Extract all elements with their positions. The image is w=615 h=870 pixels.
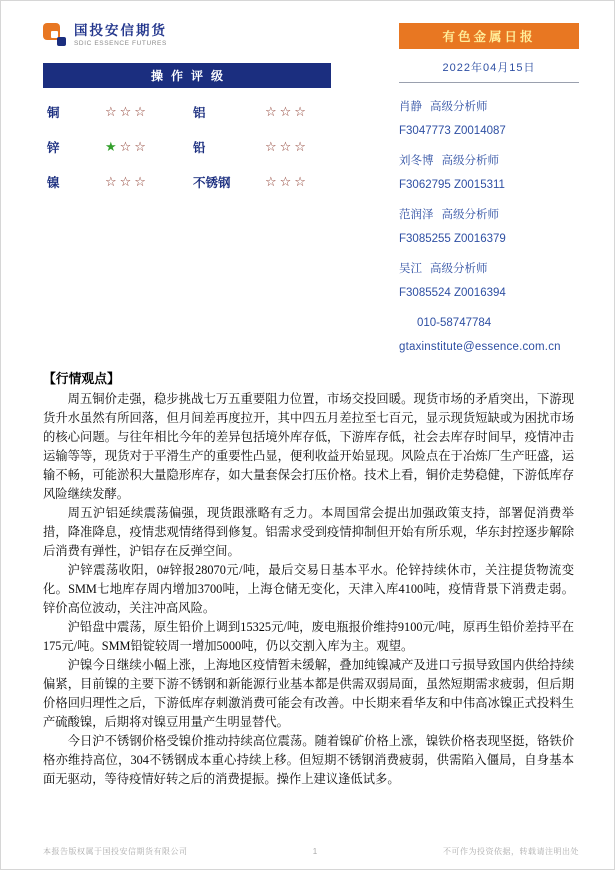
rating-metal-name: 铜 [47, 106, 60, 120]
analyst-list [399, 83, 579, 359]
para-lead: 沪铅盘中震荡，原生铅价上调到15325元/吨，废电瓶报价维持9100元/吨，原再生铅价差持平在175元/吨。SMM铅锭较周一增加5000吨，仍以交割入库为主。观望。 [43, 620, 574, 653]
footer-disclaimer: 不可作为投资依据，转载请注明出处 [442, 847, 579, 856]
rating-stars [105, 139, 193, 155]
rating-stars [265, 174, 329, 190]
contact-email: gtaxinstitute@essence.com.cn [399, 341, 561, 353]
analyst-codes: F3047773 Z0014087 [399, 125, 506, 137]
analyst-codes: F3062795 Z0015311 [399, 179, 505, 191]
report-date: 2022年04月15日 [399, 49, 579, 83]
company-logo-icon [43, 23, 67, 47]
rating-metal-name: 锌 [47, 141, 60, 155]
left-column [43, 23, 331, 359]
stars-hollow: ☆☆☆ [105, 104, 149, 119]
contact-phone: 010-58747784 [417, 317, 492, 329]
report-title: 有色金属日报 [442, 30, 536, 44]
report-body [1, 359, 614, 789]
analyst-title: 高级分析师 [441, 209, 499, 221]
header-area [1, 1, 614, 359]
para-aluminum: 周五沪铝延续震荡偏强，现货跟涨略有乏力。本周国常会提出加强政策支持，部署促消费举措，降准降息，疫情悲观情绪得到修复。铝需求受到疫情抑制但开始有所乐观，华东封控逐步解除后消费有弹性，沪铝存在反弹空间。 [43, 506, 574, 558]
analyst-name: 肖静 [399, 101, 422, 113]
analyst-title: 高级分析师 [430, 101, 488, 113]
rating-metal-name: 镍 [47, 176, 60, 190]
analyst-codes: F3085255 Z0016379 [399, 233, 506, 245]
para-copper: 周五铜价走强，稳步挑战七万五重要阻力位置，市场交投回暖。现货市场的矛盾突出，下游现货升水虽然有所回落，但月间差再度拉开，其中四五月差拉至七百元，显示现货短缺或为困扰市场的核心问题。与往年相比今年的差异包括境外库存低，下游库存低，社会去库存时间早，疫情冲击运输等等，现货对于平滑生产的重要性凸显，便利收益开始显现。风险点在于冶炼厂生产旺盛，运输不畅，可能淤积大量隐形库存，如大量套保会打压价格。技术上看，铜价走势稳健，下游低库存风险继续发酵。 [43, 392, 574, 501]
stars-filled: ★ [105, 139, 120, 154]
page-footer [43, 846, 579, 857]
para-zinc: 沪锌震荡收阳，0#锌报28070元/吨，最后交易日基本平水。伦锌持续休市，关注提货物流变化。SMM七地库存周内增加3700吨，上海仓储无变化，天津入库4100吨，疫情背景下消费走弱。锌价高位波动，关注冲高风险。 [43, 563, 574, 615]
right-column [399, 23, 579, 359]
stars-hollow: ☆☆☆ [265, 104, 309, 119]
analyst-name-line [399, 257, 579, 281]
brand-block [43, 23, 331, 53]
analyst-name: 刘冬博 [399, 155, 434, 167]
analyst-entry [399, 95, 579, 143]
analyst-codes: F3085524 Z0016394 [399, 287, 506, 299]
rating-metal-name: 不锈钢 [193, 176, 231, 190]
rating-stars [265, 104, 329, 120]
analyst-entry [399, 203, 579, 251]
brand-text [74, 23, 167, 47]
analyst-name: 范润泽 [399, 209, 434, 221]
rating-stars [105, 174, 193, 190]
footer-copyright: 本报告版权属于国投安信期货有限公司 [43, 847, 188, 856]
analyst-entry [399, 257, 579, 305]
stars-hollow: ☆☆☆ [265, 174, 309, 189]
section-title: 【行情观点】 [43, 372, 120, 386]
para-stainless: 今日沪不锈钢价格受镍价推动持续高位震荡。随着镍矿价格上涨，镍铁价格表现坚挺，铬铁价格亦维持高位，304不锈钢成本重心持续上移。但短期不锈钢消费疲弱，供需陷入僵局，自身基本面无驱动，等待疫情好转之后的消费提振。操作上建议逢低试多。 [43, 734, 574, 786]
analyst-name-line [399, 149, 579, 173]
rating-table [43, 88, 331, 191]
company-name-en: SDIC ESSENCE FUTURES [74, 40, 167, 47]
analyst-name-line [399, 203, 579, 227]
page-number: 1 [312, 847, 318, 856]
analyst-title: 高级分析师 [441, 155, 499, 167]
company-name: 国投安信期货 [74, 23, 167, 38]
rating-table-header: 操作评级 [43, 63, 331, 88]
stars-hollow: ☆☆☆ [265, 139, 309, 154]
report-title-banner [399, 23, 579, 49]
analyst-name-line [399, 95, 579, 119]
analyst-entry [399, 149, 579, 197]
stars-hollow: ☆☆☆ [105, 174, 149, 189]
analyst-title: 高级分析师 [430, 263, 488, 275]
rating-metal-name: 铝 [193, 106, 206, 120]
logo-blue-square [57, 37, 66, 46]
analyst-name: 吴江 [399, 263, 422, 275]
stars-hollow: ☆☆ [119, 139, 149, 154]
rating-stars [105, 104, 193, 120]
para-nickel: 沪镍今日继续小幅上涨，上海地区疫情暂未缓解，叠加纯镍减产及进口亏损导致国内供给持续偏紧，目前镍的主要下游不锈钢和新能源行业基本都是供需双弱局面，虽然短期需求疲弱，但后期价格回归理性之后，下游低库存刺激消费可能会有改善。中长期来看华友和中伟高冰镍正式投料生产硫酸镍，后期将对镍豆用量产生明显替代。 [43, 658, 574, 729]
rating-metal-name: 铅 [193, 141, 206, 155]
rating-stars [265, 139, 329, 155]
